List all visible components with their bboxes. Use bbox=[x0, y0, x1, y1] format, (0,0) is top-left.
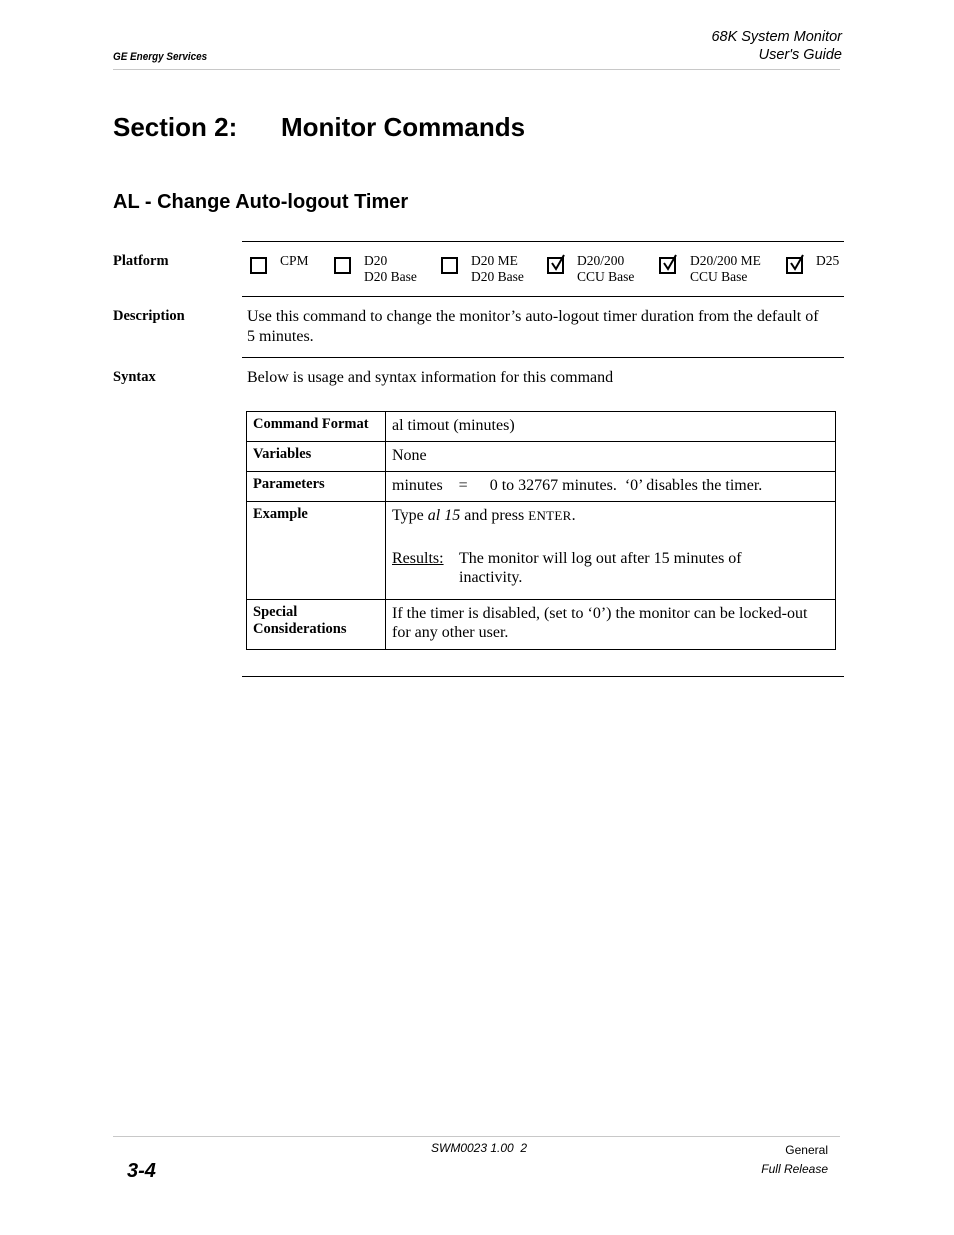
platform-d20 bbox=[334, 253, 417, 285]
parameters-value bbox=[386, 472, 836, 502]
platform-line2: CCU Base bbox=[577, 269, 635, 284]
description-label: Description bbox=[113, 308, 185, 324]
table-row bbox=[247, 442, 836, 472]
example-press-word: and press bbox=[464, 507, 525, 524]
checkbox-checked-icon bbox=[659, 257, 676, 274]
header-company: GE Energy Services bbox=[113, 51, 208, 63]
header-doc-title-line2: User's Guide bbox=[758, 47, 842, 63]
example-value bbox=[386, 502, 836, 600]
parameters-label: Parameters bbox=[247, 472, 386, 502]
parameter-equals: = bbox=[458, 477, 468, 494]
example-label: Example bbox=[247, 502, 386, 600]
platform-d25 bbox=[786, 253, 839, 274]
variables-value: None bbox=[386, 442, 836, 472]
footer-release: Full Release bbox=[761, 1162, 828, 1176]
page-number: 3-4 bbox=[127, 1160, 156, 1182]
platform-line1: D20/200 bbox=[577, 253, 625, 268]
section-title bbox=[113, 112, 525, 143]
description-bottom-rule bbox=[242, 357, 844, 358]
platform-top-rule bbox=[242, 241, 844, 242]
platform-d20-200-me bbox=[659, 253, 761, 285]
header-doc-title bbox=[711, 28, 842, 64]
description-text: Use this command to change the monitor’s auto-logout timer duration from the default of 5 minutes. bbox=[247, 308, 819, 345]
example-results bbox=[392, 549, 829, 587]
example-command: al 15 bbox=[427, 507, 461, 524]
results-text: The monitor will log out after 15 minutes of inactivity. bbox=[459, 550, 742, 586]
command-format-label: Command Format bbox=[247, 412, 386, 442]
platform-line2: D20 Base bbox=[471, 269, 524, 284]
header-doc-title-line1: 68K System Monitor bbox=[711, 29, 842, 45]
platform-line1: D20/200 ME bbox=[690, 253, 761, 268]
checkbox-unchecked-icon bbox=[250, 257, 267, 274]
example-period: . bbox=[571, 507, 576, 524]
platform-line1: D25 bbox=[816, 253, 840, 268]
special-considerations-value: If the timer is disabled, (set to ‘0’) the monitor can be locked-out for any other user. bbox=[386, 600, 836, 650]
section-number: Section 2: bbox=[113, 112, 238, 142]
example-instruction bbox=[392, 506, 829, 525]
platform-line2: D20 Base bbox=[364, 269, 417, 284]
table-row bbox=[247, 600, 836, 650]
table-row bbox=[247, 502, 836, 600]
results-label: Results: bbox=[392, 550, 444, 567]
checkbox-checked-icon bbox=[547, 257, 564, 274]
platform-cpm bbox=[250, 253, 309, 274]
special-considerations-label bbox=[247, 600, 386, 650]
footer-divider bbox=[113, 1136, 840, 1137]
platform-d20-me bbox=[441, 253, 524, 285]
checkbox-checked-icon bbox=[786, 257, 803, 274]
table-row bbox=[247, 412, 836, 442]
syntax-table bbox=[246, 411, 836, 650]
table-row bbox=[247, 472, 836, 502]
special-label-line1: Special bbox=[253, 604, 298, 620]
platform-line1: CPM bbox=[280, 253, 309, 268]
platform-line2: CCU Base bbox=[690, 269, 748, 284]
command-title: AL - Change Auto-logout Timer bbox=[113, 191, 409, 213]
special-label-line2: Considerations bbox=[253, 621, 347, 637]
section-name: Monitor Commands bbox=[281, 112, 526, 142]
syntax-intro: Below is usage and syntax information for this command bbox=[247, 369, 614, 386]
syntax-label: Syntax bbox=[113, 369, 156, 385]
header-divider bbox=[113, 69, 840, 70]
example-key: ENTER bbox=[528, 508, 572, 523]
footer-status bbox=[761, 1141, 828, 1179]
parameter-name: minutes bbox=[392, 477, 443, 494]
checkbox-unchecked-icon bbox=[334, 257, 351, 274]
example-type-word: Type bbox=[392, 507, 424, 524]
footer-doc-number: SWM0023 1.00 2 bbox=[431, 1141, 528, 1155]
platform-line1: D20 bbox=[364, 253, 388, 268]
parameter-description: 0 to 32767 minutes. ‘0’ disables the timer. bbox=[489, 477, 763, 494]
variables-label: Variables bbox=[247, 442, 386, 472]
platform-d20-200 bbox=[547, 253, 634, 285]
footer-classification: General bbox=[785, 1143, 828, 1157]
checkbox-unchecked-icon bbox=[441, 257, 458, 274]
syntax-bottom-rule bbox=[242, 676, 844, 677]
platform-line1: D20 ME bbox=[471, 253, 518, 268]
platform-label: Platform bbox=[113, 253, 169, 269]
platform-bottom-rule bbox=[242, 296, 844, 297]
command-format-value: al timout (minutes) bbox=[386, 412, 836, 442]
